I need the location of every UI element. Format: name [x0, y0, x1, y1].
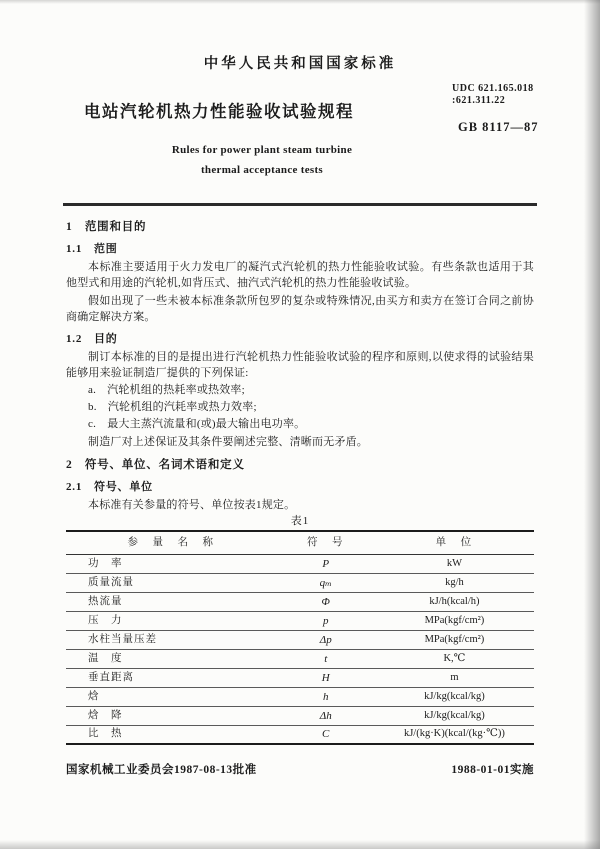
param-name-cell: 功 率: [66, 554, 277, 573]
param-name-cell: 热流量: [66, 592, 277, 611]
table-row: [66, 630, 534, 649]
udc-classification: [452, 83, 534, 107]
document-body: [66, 212, 534, 745]
param-name-cell: 比 热: [88, 728, 123, 740]
symbol-cell: H: [277, 668, 375, 687]
section-1-1-heading: 1.1 范围: [66, 243, 118, 255]
symbols-units-table: [66, 530, 534, 745]
table-row: [66, 611, 534, 630]
unit-cell: kJ/(kg·K)(kcal/(kg·℃)): [403, 728, 505, 740]
section-2-heading: 2 符号、单位、名词术语和定义: [66, 459, 245, 471]
table-row: [66, 725, 534, 744]
table-header-row: [66, 531, 534, 554]
paragraph-scope-1: 本标准主要适用于火力发电厂的凝汽式汽轮机的热力性能验收试验。有些条款也适用于其他型式和用途的汽轮机,如背压式、抽汽式汽轮机的热力性能验收试验。: [66, 261, 534, 289]
symbol-cell: t: [277, 649, 375, 668]
unit-cell: kJ/h(kcal/h): [375, 592, 534, 611]
symbol-cell: C: [322, 728, 330, 741]
symbol-cell: Φ: [277, 592, 375, 611]
param-name-cell: 焓: [66, 687, 277, 706]
symbol-cell: Δp: [277, 630, 375, 649]
national-standard-label: 中华人民共和国国家标准: [203, 56, 397, 72]
document-footer: [66, 762, 534, 778]
scan-shadow-bottom: [0, 840, 600, 849]
implementation-note: 1988-01-01实施: [451, 764, 534, 776]
section-2-1-heading: 2.1 符号、单位: [66, 481, 153, 493]
udc-line-2: :621.311.22: [452, 95, 506, 106]
table-row: [66, 649, 534, 668]
symbol-cell: P: [277, 554, 375, 573]
scan-shadow-top: [0, 0, 600, 4]
list-item-c: c. 最大主蒸汽流量和(或)最大输出电功率。: [88, 418, 306, 430]
param-name-cell: 压 力: [66, 611, 277, 630]
param-name-cell: 温 度: [66, 649, 277, 668]
unit-cell: kW: [375, 554, 534, 573]
symbol-cell: Δh: [277, 706, 375, 725]
paragraph-symbols-intro: 本标准有关参量的符号、单位按表1规定。: [88, 499, 296, 511]
param-name-cell: 质量流量: [66, 573, 277, 592]
document-title-english: [0, 140, 524, 180]
approval-note: 国家机械工业委员会1987-08-13批准: [66, 764, 257, 776]
param-name-cell: 水柱当量压差: [66, 630, 277, 649]
english-title-line-2: thermal acceptance tests: [200, 164, 324, 176]
unit-cell: MPa(kgf/cm²): [375, 611, 534, 630]
paragraph-scope-2: 假如出现了一些未被本标准条款所包罗的复杂或特殊情况,由买方和卖方在签订合同之前协商确定解决方案。: [66, 295, 534, 323]
section-1-2-heading: 1.2 目的: [66, 333, 118, 345]
standard-number: GB 8117—87: [458, 120, 539, 134]
paragraph-purpose: 制订本标准的目的是提出进行汽轮机热力性能验收试验的程序和原则,以使求得的试验结果能够用来验证制造厂提供的下列保证:: [66, 351, 534, 379]
table-row: [66, 706, 534, 725]
header-divider: [63, 203, 537, 206]
unit-cell: m: [375, 668, 534, 687]
table-row: [66, 573, 534, 592]
table-caption: 表1: [290, 515, 310, 527]
list-item-a: a. 汽轮机组的热耗率或热效率;: [88, 384, 245, 396]
column-header-symbol: 符 号: [277, 531, 375, 554]
udc-line-1: UDC 621.165.018: [452, 83, 534, 94]
column-header-param-name: 参 量 名 称: [66, 531, 277, 554]
english-title-line-1: Rules for power plant steam turbine: [171, 144, 353, 156]
scan-shadow-right: [584, 0, 600, 849]
table-row: [66, 687, 534, 706]
unit-cell: kJ/kg(kcal/kg): [375, 687, 534, 706]
table-row: [66, 592, 534, 611]
table-row: [66, 554, 534, 573]
symbol-cell: h: [277, 687, 375, 706]
unit-cell: kg/h: [375, 573, 534, 592]
column-header-unit: 单 位: [375, 531, 534, 554]
unit-cell: K,℃: [375, 649, 534, 668]
symbol-cell: qₘ: [277, 573, 375, 592]
param-name-cell: 焓 降: [66, 706, 277, 725]
document-title: 电站汽轮机热力性能验收试验规程: [84, 102, 354, 121]
unit-cell: MPa(kgf/cm²): [375, 630, 534, 649]
list-item-b: b. 汽轮机组的汽耗率或热力效率;: [88, 401, 257, 413]
symbol-cell: p: [277, 611, 375, 630]
section-1-heading: 1 范围和目的: [66, 221, 147, 233]
paragraph-guarantee-note: 制造厂对上述保证及其条件要阐述完整、清晰而无矛盾。: [88, 436, 368, 448]
param-name-cell: 垂直距离: [66, 668, 277, 687]
unit-cell: kJ/kg(kcal/kg): [375, 706, 534, 725]
table-row: [66, 668, 534, 687]
